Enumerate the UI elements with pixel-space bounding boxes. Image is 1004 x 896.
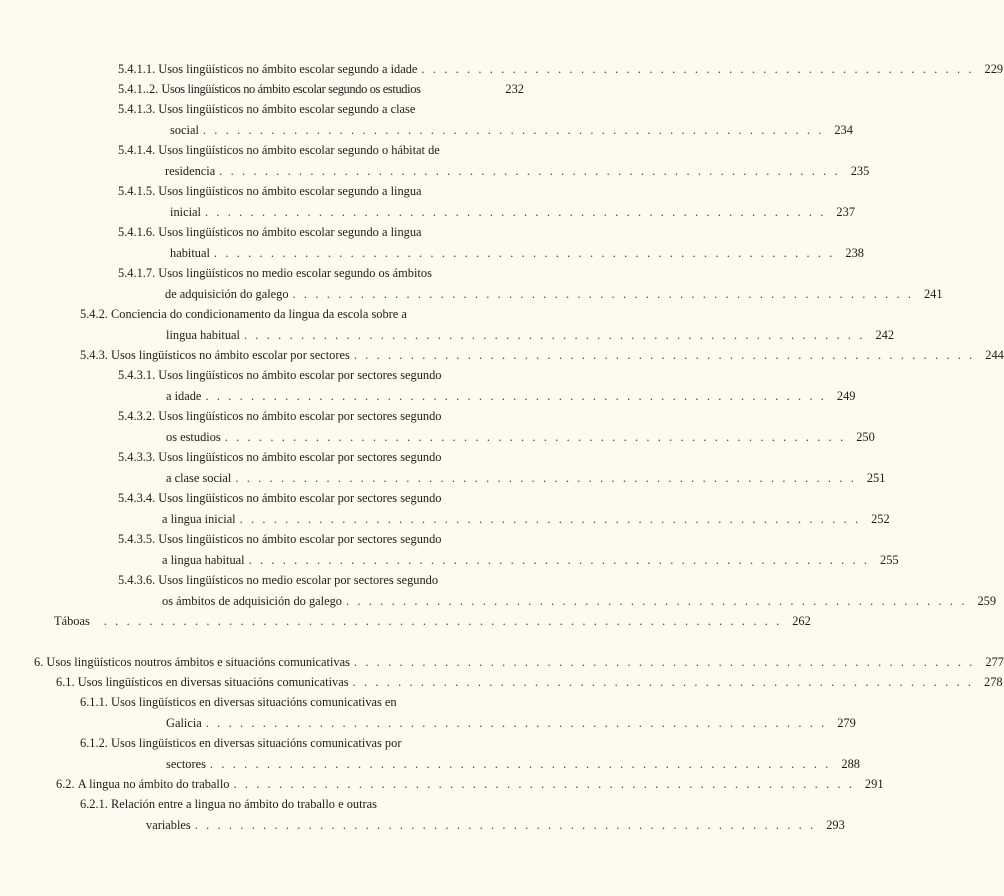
toc-entry-number: 5.4.1.7. bbox=[118, 266, 156, 280]
dot-leader: . . . . . . . . . . . . . . . . . . . . . . . . . . . . . . . . . . . . . . . . . . . . . . . . . . . . . . . bbox=[233, 777, 855, 791]
toc-entry-number: 5.4.3.2. bbox=[118, 409, 156, 423]
toc-entry bbox=[80, 692, 856, 733]
toc-entry bbox=[80, 794, 845, 835]
toc-entry bbox=[118, 365, 856, 406]
toc-entry-page: 244 bbox=[985, 348, 1004, 362]
toc-entry-page: 279 bbox=[837, 715, 856, 730]
dot-leader: . . . . . . . . . . . . . . . . . . . . . . . . . . . . . . . . . . . . . . . . . . . . . . . . . . . . . . . bbox=[248, 552, 870, 567]
toc-entry-title-continued: de adquisición do galego bbox=[165, 286, 289, 301]
toc-entry-number: 6.2.1. bbox=[80, 797, 108, 811]
toc-entry-page: 242 bbox=[875, 327, 895, 342]
dot-leader: . . . . . . . . . . . . . . . . . . . . . . . . . . . . . . . . . . . . . . . . . . . . . . . . . . . . . . . bbox=[353, 348, 975, 362]
toc-entry-title-continued: a idade bbox=[166, 388, 202, 403]
toc-entry-page: 291 bbox=[864, 777, 884, 791]
toc-entry-number: 5.4.1.5. bbox=[118, 184, 156, 198]
toc-entry bbox=[118, 140, 870, 181]
dot-leader: . . . . . . . . . . . . . . . . . . . . . . . . . . . . . . . . . . . . . . . . . . . . . . . . . . . . . . . bbox=[352, 675, 974, 689]
dot-leader: . . . . . . . . . . . . . . . . . . . . . . . . . . . . . . . . . . . . . . . . . . . . . . . . . . . . . . . bbox=[205, 388, 827, 403]
toc-entry-title-continued: lingua habitual bbox=[166, 327, 240, 342]
toc-entry-title: Conciencia do condicionamento da lingua da escola sobre a bbox=[111, 307, 407, 321]
toc-entry-number: 6.1.1. bbox=[80, 695, 108, 709]
toc-entry-title-continued: variables bbox=[146, 817, 191, 832]
toc-entry-title-continued: sectores bbox=[166, 756, 206, 771]
toc-entry-number: 5.4.3.4. bbox=[118, 491, 156, 505]
toc-entry bbox=[56, 672, 1003, 693]
toc-entry-page: 255 bbox=[880, 552, 899, 567]
toc-entry-page: 278 bbox=[984, 675, 1003, 689]
toc-entry-title-continued: a lingua inicial bbox=[162, 511, 236, 526]
toc-entry-title: Usos lingüísticos no medio escolar por sectores segundo bbox=[158, 573, 439, 587]
dot-leader: . . . . . . . . . . . . . . . . . . . . . . . . . . . . . . . . . . . . . . . . . . . . . . . . . . . . . . . bbox=[224, 429, 846, 444]
toc-entry bbox=[118, 263, 943, 304]
toc-entry-title-continued: os ámbitos de adquisición do galego bbox=[162, 593, 342, 608]
toc-entry-number: 6.2. bbox=[56, 777, 75, 791]
toc-entry-title: Usos lingüísticos no ámbito escolar por sectores segundo bbox=[158, 409, 442, 423]
toc-entry bbox=[118, 447, 886, 488]
toc-entry-page: 241 bbox=[923, 286, 943, 301]
toc-entry-title-continued: os estudios bbox=[166, 429, 221, 444]
toc-entry-title-continued: Galicia bbox=[166, 715, 202, 730]
toc-entry-number: 6.1. bbox=[56, 675, 75, 689]
toc-entry-title: Usos lingüísticos no ámbito escolar por sectores segundo bbox=[158, 491, 442, 505]
toc-entry-title: Usos lingüísticos no ámbito escolar segundo a clase bbox=[158, 102, 416, 116]
toc-entry bbox=[80, 345, 1004, 366]
dot-leader: . . . . . . . . . . . . . . . . . . . . . . . . . . . . . . . . . . . . . . . . . . . . . . . . . . . . . . . bbox=[213, 245, 835, 260]
toc-entry-page: 229 bbox=[984, 62, 1004, 76]
toc-entry-title: Usos lingüísticos noutros ámbitos e situacións comunicativas bbox=[46, 655, 350, 669]
toc-entry-page: 234 bbox=[834, 122, 853, 137]
toc-entry-number: 5.4.1..2. bbox=[118, 82, 159, 96]
toc-entry-number: 5.4.2. bbox=[80, 307, 108, 321]
toc-entry-title: Usos lingüísticos en diversas situacións comunicativas en bbox=[111, 695, 397, 709]
toc-entry bbox=[34, 652, 1004, 673]
toc-entry-number: 6. bbox=[34, 655, 44, 669]
toc-entry-title-continued: habitual bbox=[170, 245, 210, 260]
toc-entry-title-continued: inicial bbox=[170, 204, 201, 219]
toc-entry-page: 249 bbox=[836, 388, 856, 403]
toc-entry-number: 5.4.1.6. bbox=[118, 225, 156, 239]
toc-entry-page: 238 bbox=[845, 245, 864, 260]
toc-entry bbox=[80, 733, 860, 774]
toc-entry bbox=[118, 79, 524, 100]
dot-leader: . . . . . . . . . . . . . . . . . . . . . . . . . . . . . . . . . . . . . . . . . . . . . . . . . . . . . . . bbox=[204, 204, 827, 219]
toc-entry-title: Usos lingüísticos en diversas situacións comunicativas bbox=[77, 675, 349, 689]
toc-entry-title: Usos lingüísticos no ámbito escolar por sectores segundo bbox=[158, 450, 442, 464]
dot-leader: . . . . . . . . . . . . . . . . . . . . . . . . . . . . . . . . . . . . . . . . . . . . . . . . . . . . . . . bbox=[235, 470, 857, 485]
toc-entry-page: 259 bbox=[977, 593, 997, 608]
toc-entry-number: 5.4.3.3. bbox=[118, 450, 156, 464]
dot-leader: . . . . . . . . . . . . . . . . . . . . . . . . . . . . . . . . . . . . . . . . . . . . . . . . . . . . . . . bbox=[205, 715, 827, 730]
toc-entry-page: 288 bbox=[841, 756, 860, 771]
toc-entry-number: 5.4.3. bbox=[80, 348, 108, 362]
toc-entry-page: 232 bbox=[505, 82, 524, 96]
toc-entry-title: Usos lingüísticos no ámbito escolar por sectores segundo bbox=[158, 532, 442, 546]
toc-entry bbox=[54, 611, 811, 632]
toc-entry-number: 5.4.3.1. bbox=[118, 368, 156, 382]
dot-leader: . . . . . . . . . . . . . . . . . . . . . . . . . . . . . . . . . . . . . . . . . . . . . . . . . . . . . . . bbox=[202, 122, 824, 137]
toc-entry bbox=[80, 304, 895, 345]
toc-entry bbox=[118, 406, 875, 447]
toc-entry-number: 5.4.3.5. bbox=[118, 532, 156, 546]
toc-entry bbox=[118, 529, 899, 570]
toc-entry-title: Táboas bbox=[54, 614, 90, 628]
toc-entry bbox=[118, 181, 856, 222]
toc-entry-title: Usos lingüísticos no medio escolar segundo os ámbitos bbox=[158, 266, 432, 280]
toc-entry-title-continued: residencia bbox=[165, 163, 216, 178]
toc-entry-title: Usos lingüísticos en diversas situacións comunicativas por bbox=[111, 736, 402, 750]
dot-leader: . . . . . . . . . . . . . . . . . . . . . . . . . . . . . . . . . . . . . . . . . . . . . . . . . . . . . . . bbox=[239, 511, 861, 526]
toc-entry-title: Usos lingüísticos no ámbito escolar segundo a lingua bbox=[158, 225, 422, 239]
toc-entry-title: Relación entre a lingua no ámbito do traballo e outras bbox=[111, 797, 377, 811]
toc-entry bbox=[118, 570, 997, 611]
toc-entry-title: Usos lingüísticos no ámbito escolar por sectores segundo bbox=[158, 368, 442, 382]
toc-entry-page: 262 bbox=[792, 614, 811, 628]
dot-leader: . . . . . . . . . . . . . . . . . . . . . . . . . . . . . . . . . . . . . . . . . . . . . . . . . bbox=[421, 62, 975, 76]
toc-entry-number: 6.1.2. bbox=[80, 736, 108, 750]
toc-entry-title: A lingua no ámbito do traballo bbox=[77, 777, 230, 791]
toc-entry-title-continued: a clase social bbox=[166, 470, 232, 485]
toc-entry-page: 252 bbox=[871, 511, 890, 526]
toc-entry bbox=[118, 488, 890, 529]
toc-entry-page: 237 bbox=[836, 204, 856, 219]
toc-entry-title: Usos lingüísticos no ámbito escolar segundo a lingua bbox=[158, 184, 422, 198]
toc-entry-number: 5.4.1.3. bbox=[118, 102, 156, 116]
dot-leader: . . . . . . . . . . . . . . . . . . . . . . . . . . . . . . . . . . . . . . . . . . . . . . . . . . . . . . . bbox=[243, 327, 866, 342]
toc-entry-title-continued: social bbox=[170, 122, 199, 137]
toc-entry-number: 5.4.1.1. bbox=[118, 62, 156, 76]
toc-entry-title: Usos lingüísticos no ámbito escolar segundo a idade bbox=[158, 62, 418, 76]
dot-leader: . . . . . . . . . . . . . . . . . . . . . . . . . . . . . . . . . . . . . . . . . . . . . . . . . . . . . . . bbox=[209, 756, 831, 771]
toc-entry-page: 251 bbox=[866, 470, 886, 485]
dot-leader: . . . . . . . . . . . . . . . . . . . . . . . . . . . . . . . . . . . . . . . . . . . . . . . . . . . . . . . bbox=[292, 286, 914, 301]
toc-entry bbox=[118, 59, 1004, 80]
toc-entry-title: Usos lingüísticos no ámbito escolar segundo o hábitat de bbox=[158, 143, 440, 157]
toc-entry-page: 250 bbox=[856, 429, 875, 444]
dot-leader: . . . . . . . . . . . . . . . . . . . . . . . . . . . . . . . . . . . . . . . . . . . . . . . . . . . . . . . bbox=[353, 655, 975, 669]
toc-entry-page: 293 bbox=[826, 817, 845, 832]
dot-leader: . . . . . . . . . . . . . . . . . . . . . . . . . . . . . . . . . . . . . . . . . . . . . . . . . . . . . . . bbox=[194, 817, 816, 832]
toc-entry-title: Usos lingüísticos no ámbito escolar segundo os estudios bbox=[161, 82, 421, 96]
dot-leader: . . . . . . . . . . . . . . . . . . . . . . . . . . . . . . . . . . . . . . . . . . . . . . . . . . . . . . . . . . . . bbox=[103, 614, 782, 628]
dot-leader: . . . . . . . . . . . . . . . . . . . . . . . . . . . . . . . . . . . . . . . . . . . . . . . . . . . . . . . bbox=[219, 163, 841, 178]
toc-entry-number: 5.4.1.4. bbox=[118, 143, 156, 157]
toc-entry-page: 235 bbox=[850, 163, 870, 178]
dot-leader: . . . . . . . . . . . . . . . . . . . . . . . . . . . . . . . . . . . . . . . . . . . . . . . . . . . . . . . bbox=[345, 593, 968, 608]
toc-entry bbox=[56, 774, 884, 795]
toc-entry-number: 5.4.3.6. bbox=[118, 573, 156, 587]
toc-entry-title: Usos lingüísticos no ámbito escolar por sectores bbox=[111, 348, 350, 362]
toc-entry-page: 277 bbox=[985, 655, 1004, 669]
toc-entry bbox=[118, 222, 864, 263]
toc-entry-title-continued: a lingua habitual bbox=[162, 552, 245, 567]
toc-entry bbox=[118, 99, 853, 140]
